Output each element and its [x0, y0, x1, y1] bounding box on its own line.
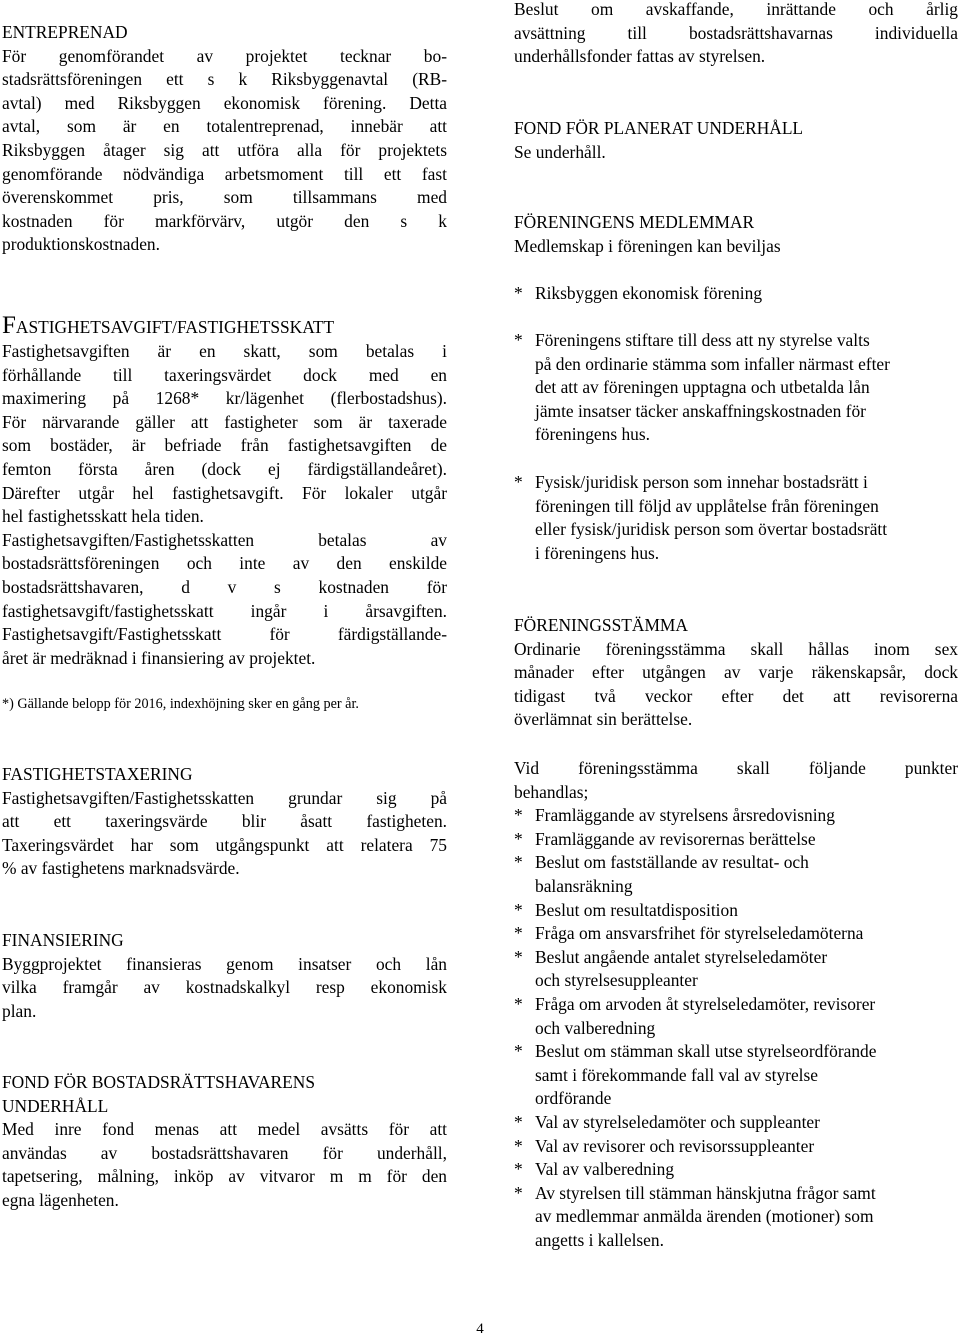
- bullet-text: föreningens hus.: [535, 424, 650, 445]
- bullet-text: Beslut om fastställande av resultat- och: [535, 852, 809, 873]
- bullet-row: [514, 282, 958, 306]
- agenda-item: [514, 1158, 958, 1182]
- text-line: egna lägenheten.: [2, 1189, 119, 1210]
- text-line: kostnaden för markförvärv, utgör den s k: [2, 210, 447, 231]
- heading-foreningsstamma: FÖRENINGSSTÄMMA: [514, 615, 688, 635]
- bullet-star: *: [514, 330, 523, 350]
- agenda-item: [514, 1040, 958, 1111]
- bullet-star: *: [514, 828, 523, 849]
- agenda-item: [514, 1111, 958, 1135]
- bullet-text: ordförande: [535, 1088, 612, 1109]
- agenda-item: [514, 922, 958, 946]
- bullet-star: *: [514, 283, 523, 303]
- bullet-star: *: [514, 1041, 523, 1062]
- bullet-text: Av styrelsen till stämman hänskjutna frågor samt: [535, 1182, 876, 1203]
- agenda-item: [514, 946, 958, 993]
- bullet-text: eller fysisk/juridisk person som övertar bostadsrätt: [535, 519, 888, 540]
- heading-fastighetsavgift: [2, 314, 447, 340]
- text-line: behandlas;: [514, 781, 589, 802]
- text-line: användas av bostadsrättshavaren för underhåll,: [2, 1142, 447, 1163]
- bullet-text: Framläggande av styrelsens årsredovisning: [535, 805, 835, 826]
- bullet-text: Beslut angående antalet styrelseledamöter: [535, 946, 828, 967]
- bullet-text: Beslut om resultatdisposition: [535, 899, 738, 920]
- section-entreprenad: [2, 21, 447, 257]
- text-line: Därefter utgår hel fastighetsavgift. För lokaler utgår: [2, 482, 447, 503]
- heading-rest: ASTIGHETSAVGIFT/FASTIGHETSSKATT: [15, 317, 335, 337]
- heading-finansiering: FINANSIERING: [2, 930, 124, 950]
- bullet-text: Beslut om stämman skall utse styrelseordförande: [535, 1041, 877, 1062]
- text-line: överenskommet pris, som tillsammans med: [2, 187, 447, 208]
- bullet-text: samt i förekommande fall val av styrelse: [535, 1064, 818, 1085]
- section-agenda: [514, 757, 958, 1252]
- text-line: stadsrättsföreningen ett s k Riksbyggenavtal (RB-: [2, 69, 447, 90]
- bullet-text: balansräkning: [535, 875, 633, 896]
- text-line: vilka framgår av kostnadskalkyl resp ekonomisk: [2, 977, 447, 998]
- bullet-star: *: [514, 472, 523, 492]
- text-line: Ordinarie föreningsstämma skall hållas inom sex: [514, 638, 958, 659]
- text-line: underhållsfonder fattas av styrelsen.: [514, 46, 766, 67]
- bullet-text: Fråga om arvoden åt styrelseledamöter, revisorer: [535, 993, 876, 1014]
- footnote: *) Gällande belopp för 2016, indexhöjning sker en gång per år.: [2, 696, 359, 712]
- text-line: Riksbyggen åtager sig att utföra alla för projektets: [2, 139, 447, 160]
- bullet-text: i föreningens hus.: [535, 542, 660, 563]
- text-line: Taxeringsvärdet har som utgångspunkt att relatera 75: [2, 834, 447, 855]
- agenda-item: [514, 851, 958, 898]
- text-line: Fastighetsavgiften/Fastighetsskatten grundar sig på: [2, 787, 447, 808]
- bullet-star: *: [514, 852, 523, 873]
- bullet-text: Val av revisorer och revisorssuppleanter: [535, 1135, 815, 1156]
- bullet-text: och valberedning: [535, 1017, 656, 1038]
- heading-fond-line-2: UNDERHÅLL: [2, 1095, 109, 1116]
- heading-fond-line-1: FOND FÖR BOSTADSRÄTTSHAVARENS: [2, 1072, 316, 1092]
- section-medlemmar: [514, 211, 958, 258]
- text-line: Vid föreningsstämma skall följande punkter: [514, 758, 958, 778]
- text-line: femton första åren (dock ej färdigställandeåret).: [2, 458, 447, 479]
- text-line: produktionskostnaden.: [2, 234, 160, 255]
- bullet-text: och styrelsesuppleanter: [535, 970, 698, 991]
- text-line: avtal) med Riksbyggen ekonomisk förening. Detta: [2, 92, 447, 113]
- section-fond-bostadsrattshavarens: [2, 1071, 447, 1213]
- section-fond-planerat: [514, 117, 958, 164]
- text-line: hel fastighetsskatt hela tiden.: [2, 506, 204, 527]
- section-finansiering: [2, 929, 447, 1023]
- agenda-item: [514, 1135, 958, 1159]
- text-line: förhållande till taxeringsvärdet dock med en: [2, 364, 447, 385]
- bullet-text: Val av valberedning: [535, 1159, 675, 1180]
- text-line: avtal, som är en totalentreprenad, innebär att: [2, 116, 447, 137]
- section-intro: [514, 0, 958, 69]
- agenda-item: [514, 993, 958, 1040]
- bullet-text: det att av föreningen upptagna och utbetalda lån: [535, 377, 870, 398]
- text-line: Fastighetsavgiften är en skatt, som betalas i: [2, 341, 447, 361]
- text-line: % av fastighetens marknadsvärde.: [2, 858, 240, 879]
- bullet-text: föreningen till följd av upplåtelse från föreningen: [535, 495, 879, 516]
- left-column: [2, 0, 447, 1338]
- bullet-star: *: [514, 993, 523, 1014]
- bullet-text: Föreningens stiftare till dess att ny styrelse valts: [535, 330, 870, 350]
- bullet-star: *: [514, 1135, 523, 1156]
- bullet-star: *: [514, 1159, 523, 1180]
- bullet-row: [514, 329, 958, 447]
- text-line: Medlemskap i föreningen kan beviljas: [514, 235, 781, 256]
- text-line: avsättning till bostadsrättshavarnas individuella: [514, 22, 958, 43]
- text-line: Byggprojektet finansieras genom insatser och lån: [2, 953, 447, 974]
- bullet-star: *: [514, 923, 523, 944]
- text-line: Med inre fond menas att medel avsätts för att: [2, 1119, 447, 1140]
- heading-entreprenad: ENTREPRENAD: [2, 22, 128, 42]
- page-number: 4: [476, 1321, 484, 1337]
- bullet-star: *: [514, 946, 523, 967]
- bullet-star: *: [514, 1182, 523, 1203]
- text-line: att ett taxeringsvärde blir åsatt fastigheten.: [2, 811, 447, 832]
- section-foreningsstamma: [514, 614, 958, 732]
- text-line: Se underhåll.: [514, 141, 606, 162]
- heading-fond-planerat: FOND FÖR PLANERAT UNDERHÅLL: [514, 118, 804, 138]
- bullet-item: [514, 282, 958, 306]
- bullet-item: [514, 471, 958, 565]
- agenda-item: [514, 899, 958, 923]
- bullet-text: Riksbyggen ekonomisk förening: [535, 283, 763, 303]
- agenda-item: [514, 804, 958, 828]
- bullet-text: Fråga om ansvarsfrihet för styrelseledamöterna: [535, 923, 864, 944]
- section-fastighetsavgift: [2, 314, 447, 670]
- text-line: fastighetsavgift/fastighetsskatt ingår i årsavgiften.: [2, 600, 447, 621]
- bullet-text: Fysisk/juridisk person som innehar bostadsrätt i: [535, 472, 868, 492]
- bullet-text: Framläggande av revisorernas berättelse: [535, 828, 816, 849]
- bullet-text: Val av styrelseledamöter och suppleanter: [535, 1111, 820, 1132]
- bullet-item: [514, 329, 958, 447]
- bullet-text: angetts i kallelsen.: [535, 1229, 664, 1250]
- text-line: Beslut om avskaffande, inrättande och årlig: [514, 0, 958, 19]
- text-line: som bostäder, är befriade från fastighetsavgiften de: [2, 435, 447, 456]
- bullet-text: jämte insatser täcker anskaffningskostnaden för: [535, 400, 866, 421]
- heading-medlemmar: FÖRENINGENS MEDLEMMAR: [514, 212, 755, 232]
- section-fastighetstaxering: [2, 763, 447, 881]
- bullet-text: på den ordinarie stämma som infaller närmast efter: [535, 353, 890, 374]
- text-line: bostadsrättsföreningen och inte av den enskilde: [2, 553, 447, 574]
- bullet-row: [514, 471, 958, 565]
- text-line: månader efter utgången av varje räkenskapsår, dock: [514, 662, 958, 683]
- text-line: För närvarande gäller att fastigheter som är taxerade: [2, 411, 447, 432]
- text-line: För genomförandet av projektet tecknar bo-: [2, 45, 447, 66]
- text-line: plan.: [2, 1000, 37, 1021]
- bullet-star: *: [514, 899, 523, 920]
- heading-fastighetstaxering: FASTIGHETSTAXERING: [2, 764, 193, 784]
- text-line: bostadsrättshavaren, d v s kostnaden för: [2, 576, 447, 597]
- bullet-star: *: [514, 805, 523, 826]
- text-line: Fastighetsavgift/Fastighetsskatt för färdigställande-: [2, 624, 447, 645]
- text-line: tapetsering, målning, inköp av vitvaror m m för den: [2, 1166, 447, 1187]
- text-line: maximering på 1268* kr/lägenhet (flerbostadshus).: [2, 388, 447, 409]
- bullet-text: av medlemmar anmälda ärenden (motioner) som: [535, 1206, 874, 1227]
- text-line: Fastighetsavgiften/Fastighetsskatten betalas av: [2, 529, 447, 550]
- text-line: överlämnat sin berättelse.: [514, 709, 693, 730]
- heading-initial: F: [2, 312, 16, 339]
- bullet-star: *: [514, 1111, 523, 1132]
- right-column: [514, 0, 958, 1338]
- text-line: tidigast två veckor efter det att revisorerna: [514, 685, 958, 706]
- text-line: genomförande nödvändiga arbetsmoment till ett fast: [2, 163, 447, 184]
- agenda-item: [514, 1182, 958, 1253]
- agenda-item: [514, 828, 958, 852]
- text-line: året är medräknad i finansiering av projektet.: [2, 647, 316, 668]
